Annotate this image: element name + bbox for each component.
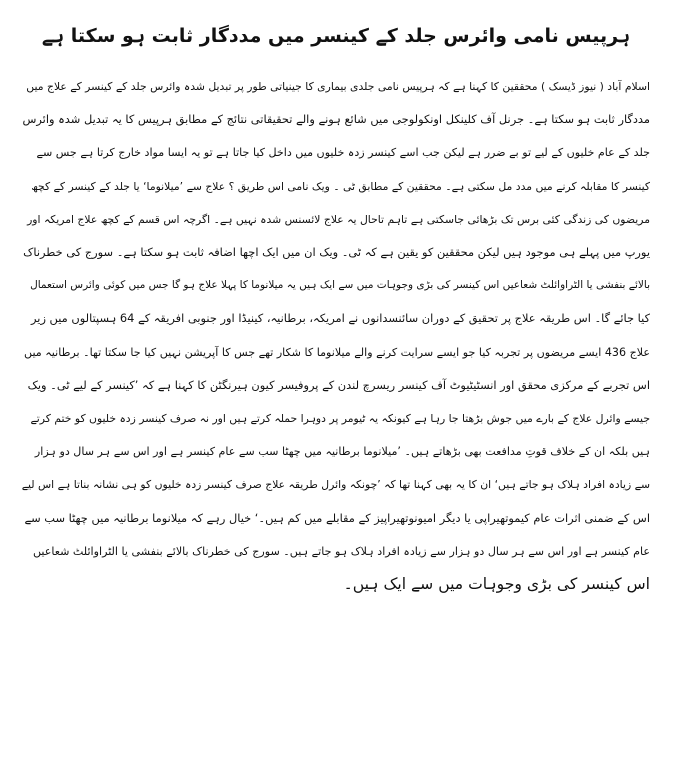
article-headline: ہرپیس نامی وائرس جلد کے کینسر میں مددگار ثابت ہو سکتا ہے: [41, 25, 631, 47]
article-line: علاج 436 ایسے مریضوں پر تجربہ کیا جو ایسے سرایت کرنے والے میلانوما کا شکار تھے جس کا آپریشن نہیں کیا جا سکتا تھا۔ برطانیہ میں: [24, 345, 650, 359]
article-line: جلد کے عام خلیوں کے لیے تو بے ضرر ہے لیکن جب اسے کینسر زدہ خلیوں میں داخل کیا جاتا ہے تو یہ ایسا مواد خارج کرتا ہے جس سے: [36, 146, 650, 160]
article-body: [22, 70, 650, 601]
article-line: کینسر کا مقابلہ کرنے میں مدد مل سکتی ہے۔ محققین کے مطابق ٹی ۔ ویک نامی اس طریق ؟ علاج سے ’میلانوما‘ یا جلد کے کینسر کے کچھ: [31, 179, 650, 193]
article-line: اسلام آباد ( نیوز ڈیسک ) محققین کا کہنا ہے کہ ہرپیس نامی جلدی بیماری کا جینیاتی طور پر تبدیل شدہ وائرس جلد کے کینسر کے علاج میں: [26, 80, 650, 93]
article-line: یورپ میں پہلے ہی موجود ہیں لیکن محققین کو یقین ہے کہ ٹی۔ ویک ان میں ایک اچھا اضافہ ثابت ہو سکتا ہے۔ سورج کی خطرناک: [23, 245, 650, 260]
article-line: مریضوں کی زندگی کئی برس تک بڑھائی جاسکتی ہے تاہم تاحال یہ علاج لائسنس شدہ نہیں ہے۔ اگرچہ اس قسم کے کچھ علاج امریکہ اور: [27, 212, 650, 226]
article-line: کیا جائے گا۔ اس طریقہ علاج پر تحقیق کے دوران سائنسدانوں نے امریکہ، برطانیہ، کینیڈا اور جنوبی افریقہ کے 64 ہسپتالوں میں زیر: [30, 311, 650, 326]
article-line: جیسے وائرل علاج کے بارے میں جوش بڑھتا جا رہا ہے کیونکہ یہ ٹیومر پر دوہرا حملہ کرتے ہیں اور نہ صرف کینسر زدہ خلیوں کو ختم کرتے: [30, 412, 650, 426]
article-line: اس کینسر کی بڑی وجوہات میں سے ایک ہیں۔: [343, 575, 650, 594]
article-line: بالائے بنفشی یا الٹراوائلٹ شعاعیں اس کینسر کی بڑی وجوہات میں سے ایک ہیں یہ میلانوما کا پہلا علاج ہو گا جس میں کوئی وائرس استعمال: [30, 279, 650, 292]
article-line: سے زیادہ افراد ہلاک ہو جاتے ہیں‘ ان کا یہ بھی کہنا تھا کہ ’چونکہ وائرل طریقہ علاج صرف کینسر زدہ خلیوں کو ہی نشانہ بناتا ہے اس لیے: [22, 478, 650, 492]
article-line: عام کینسر ہے اور اس سے ہر سال دو ہزار سے زیادہ افراد ہلاک ہو جاتے ہیں۔ سورج کی خطرناک بالائے بنفشی یا الٹراوائلٹ شعاعیں: [32, 544, 650, 558]
article-line: اس کے ضمنی اثرات عام کیموتھیراپی یا دیگر امیونوتھیراپیز کے مقابلے میں کم ہیں۔‘ خیال رہے کہ میلانوما برطانیہ میں چھٹا سب سے: [24, 510, 650, 525]
article-line: اس تجربے کے مرکزی محقق اور انسٹیٹیوٹ آف کینسر ریسرچ لندن کے پروفیسر کیون ہیرنگٹن کا کہنا ہے کہ ’کینسر کے لیے ٹی۔ ویک: [27, 377, 650, 392]
article-line: مددگار ثابت ہو سکتا ہے۔ جرنل آف کلینکل اونکولوجی میں شائع ہونے والے تحقیقاتی نتائج کے مطابق ہرپیس کا یہ تبدیل شدہ وائرس: [22, 112, 650, 127]
article-line: ہیں بلکہ ان کے خلاف قوتِ مدافعت بھی بڑھاتے ہیں۔ ’میلانوما برطانیہ میں چھٹا سب سے عام کینسر ہے اور اس سے ہر سال دو ہزار: [34, 445, 650, 459]
